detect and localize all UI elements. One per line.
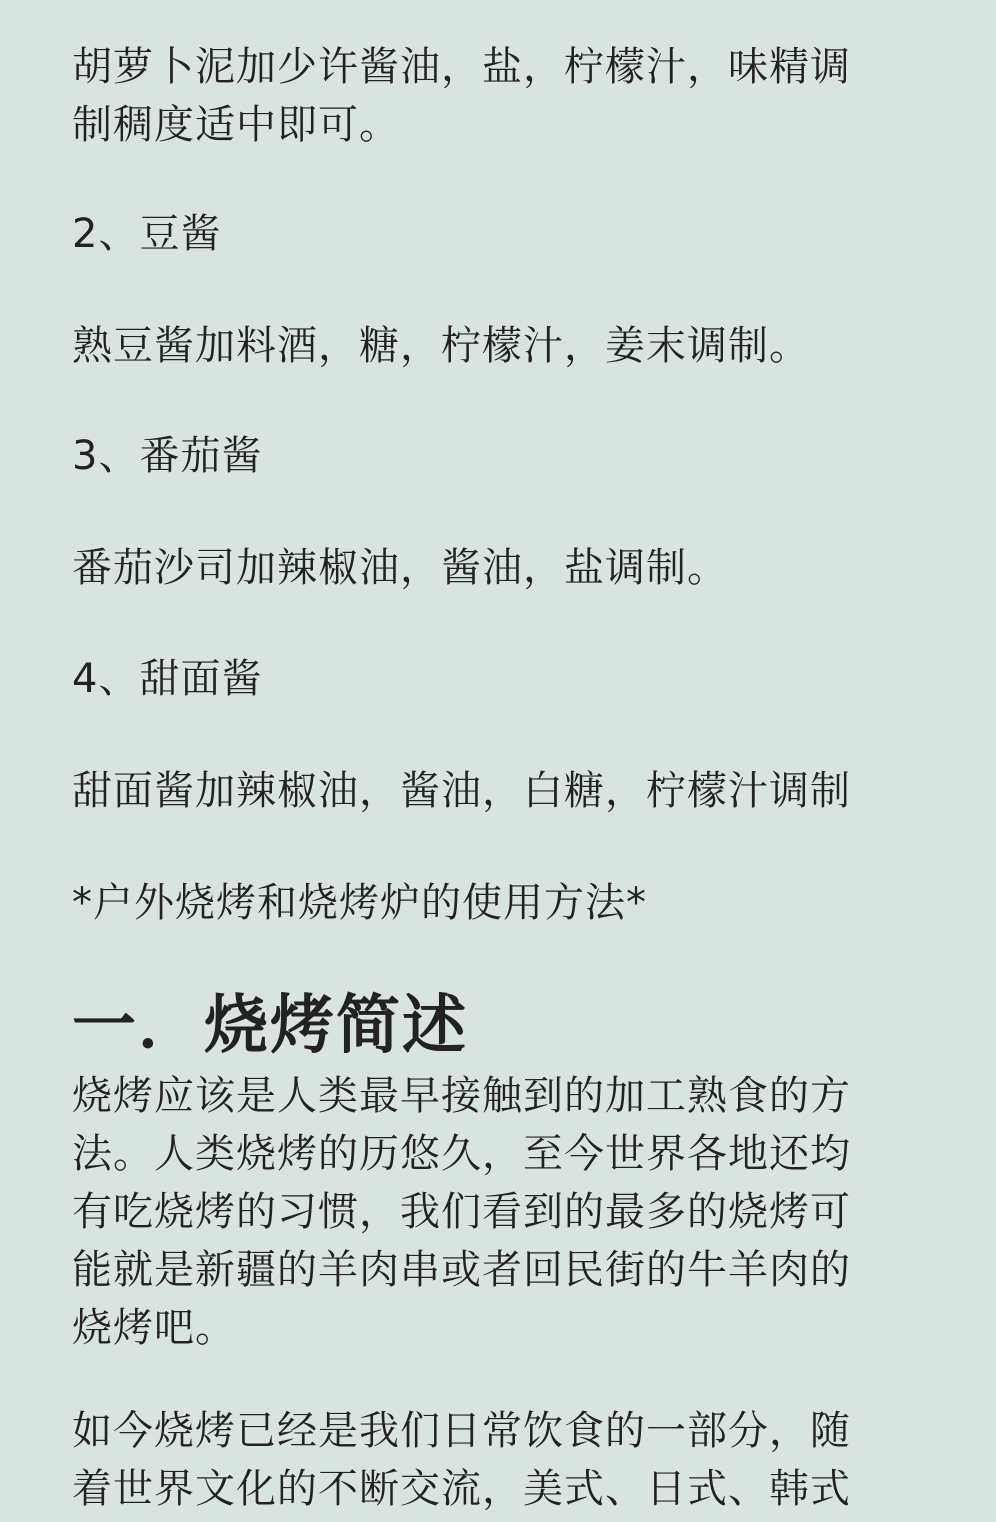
text-line: 烧烤应该是人类最早接触到的加工熟食的方 [72,1073,851,1119]
item-4-text: 甜面酱加辣椒油，酱油，白糖，柠檬汁调制 [72,768,851,814]
intro-paragraph [72,1067,902,1357]
text-line: 能就是新疆的羊肉串或者回民街的牛羊肉的 [72,1247,851,1293]
second-paragraph [72,1402,902,1518]
section-heading: 一．烧烤简述 [72,989,468,1063]
text-line: 制稠度适中即可。 [72,102,400,148]
text-line: 烧烤吧。 [72,1305,236,1351]
carrot-sauce-paragraph [72,38,902,154]
text-line: 如今烧烤已经是我们日常饮食的一部分，随 [72,1408,851,1454]
text-line: 着世界文化的不断交流，美式、日式、韩式 [72,1466,851,1512]
text-line: 有吃烧烤的习惯，我们看到的最多的烧烤可 [72,1189,851,1235]
text-line: 法。人类烧烤的历悠久，至今世界各地还均 [72,1131,851,1177]
text-line: 胡萝卜泥加少许酱油，盐，柠檬汁，味精调 [72,44,851,90]
item-4-title: 4、甜面酱 [72,656,263,702]
item-2-title: 2、豆酱 [72,211,222,257]
item-3-text: 番茄沙司加辣椒油，酱油，盐调制。 [72,545,728,591]
item-2-text: 熟豆酱加料酒，糖，柠檬汁，姜末调制。 [72,323,810,369]
section-note: *户外烧烤和烧烤炉的使用方法* [72,880,647,926]
item-3-title: 3、番茄酱 [72,433,263,479]
